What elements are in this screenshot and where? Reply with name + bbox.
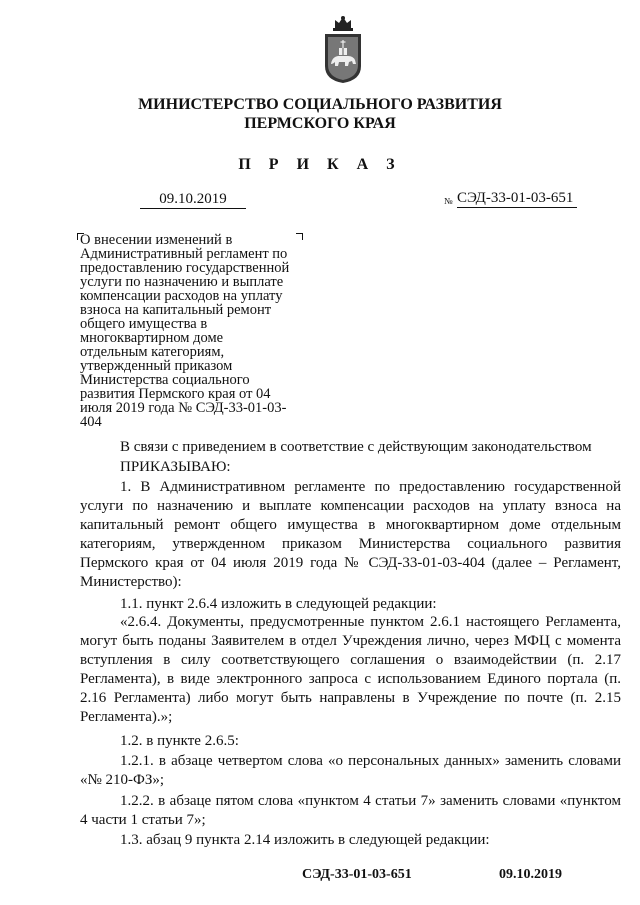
subject-line: общего имущества в (80, 316, 208, 332)
paragraph-1-2-1: 1.2.1. в абзаце четвертом слова «о персональных данных» заменить словами «№ 210-ФЗ»; (80, 753, 621, 788)
paragraph-1-3: 1.3. абзац 9 пункта 2.14 изложить в следующей редакции: (120, 832, 490, 848)
subject-line: отдельным категориям, (80, 344, 225, 360)
paragraph-1: 1. В Административном регламенте по предоставлению государственной услуги по назначению и выплате компенсации расходов на уплату взноса на капитальный ремонт общего имущества в многоквартирном доме отдельным категориям, утвержденном приказом Министерства социального развития Пермского края от 04 июля 2019 года № СЭД-33-01-03-404 (далее – Регламент, Министерство): (80, 479, 621, 590)
paragraph-1-1-text: «2.6.4. Документы, предусмотренные пунктом 2.6.1 настоящего Регламента, могут быть поданы Заявителем в отдел Учреждения лично, через МФЦ с момента вступления в силу соответствующего соглашения о взаимодействии (п. 2.17 Регламента), в виде электронного запроса с использованием Единого портала (п. 2.16 Регламента) либо могут быть направлены в Учреждение по почте (п. 2.15 Регламента).»; (80, 614, 621, 725)
subject-line: многоквартирном доме (80, 330, 224, 346)
document-date: 09.10.2019 (140, 191, 246, 209)
subject-line: Министерства социального (80, 372, 250, 388)
number-sign: № (444, 196, 453, 206)
ministry-name-line1: МИНИСТЕРСТВО СОЦИАЛЬНОГО РАЗВИТИЯ (138, 96, 502, 113)
subject-line: услуги по назначению и выплате (80, 274, 284, 290)
paragraph-1-2-2: 1.2.2. в абзаце пятом слова «пунктом 4 статьи 7» заменить словами «пунктом 4 части 1 статьи 7»; (80, 793, 621, 828)
document-number: СЭД-33-01-03-651 (457, 190, 577, 208)
paragraph-1-1: 1.1. пункт 2.6.4 изложить в следующей редакции: (120, 596, 437, 612)
order-subject (80, 233, 302, 429)
paragraph-1-2: 1.2. в пункте 2.6.5: (120, 733, 239, 749)
subject-line: Административный регламент по (80, 246, 288, 262)
subject-line: 404 (80, 414, 102, 430)
subject-line: развития Пермского края от 04 (80, 386, 271, 402)
order-word: ПРИКАЗЫВАЮ: (120, 459, 231, 475)
subject-line: компенсации расходов на уплату (80, 288, 283, 304)
coat-of-arms-emblem (323, 14, 363, 84)
intro-paragraph: В связи с приведением в соответствие с действующим законодательством (120, 439, 592, 455)
subject-line: предоставлению государственной (80, 260, 290, 276)
subject-line: июля 2019 года № СЭД-33-01-03- (80, 400, 287, 416)
footer-document-number: СЭД-33-01-03-651 (302, 867, 412, 882)
ministry-name-line2: ПЕРМСКОГО КРАЯ (244, 115, 396, 132)
footer-document-date: 09.10.2019 (499, 867, 562, 882)
document-type-title: П Р И К А З (238, 156, 402, 173)
subject-line: утвержденный приказом (80, 358, 233, 374)
subject-line: взноса на капитальный ремонт (80, 302, 272, 318)
subject-line: О внесении изменений в (80, 232, 233, 248)
